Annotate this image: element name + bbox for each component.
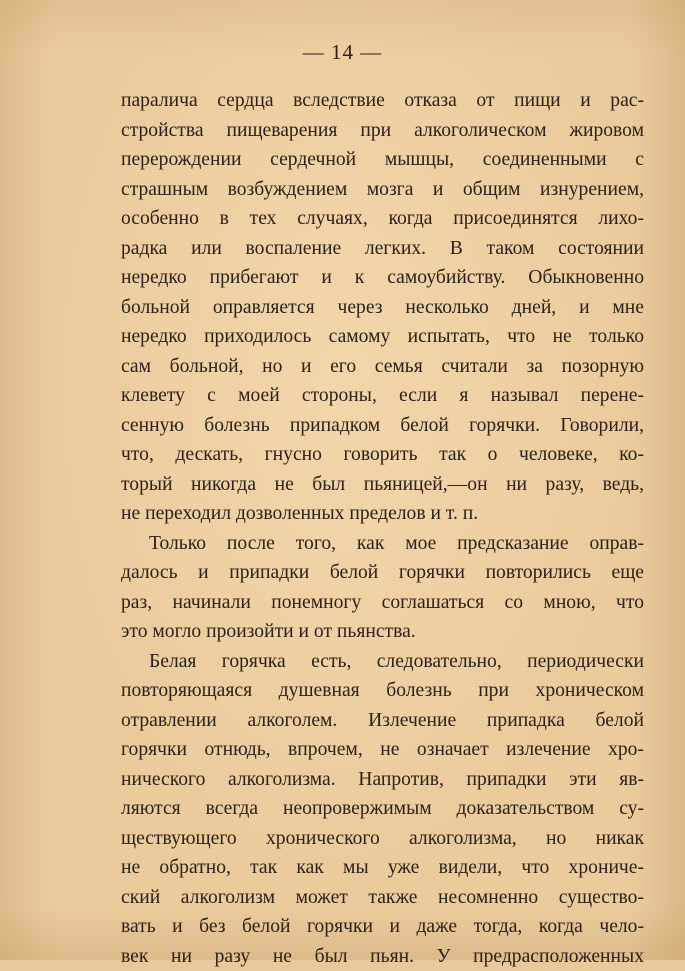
text-line: больной оправляется через несколько дней, и мне: [121, 293, 644, 323]
text-line: нического алкоголизма. Напротив, припадки эти яв-: [121, 765, 644, 795]
text-line: стройства пищеварения при алкоголическом жировом: [121, 116, 644, 146]
text-line: ществующего хронического алкоголизма, но никак: [121, 824, 644, 854]
text-line: сенную болезнь припадком белой горячки. Говорили,: [121, 411, 644, 441]
text-line: радка или воспаление легких. В таком состоянии: [121, 234, 644, 264]
text-line: повторяющаяся душевная болезнь при хроническом: [121, 676, 644, 706]
text-line: ляются всегда неопровержимым доказательством су-: [121, 794, 644, 824]
text-line: что, дескать, гнусно говорить так о человеке, ко-: [121, 440, 644, 470]
text-line: горячки отнюдь, впрочем, не означает излечение хро-: [121, 735, 644, 765]
text-line: Белая горячка есть, следовательно, периодически: [121, 647, 644, 677]
body-text: [121, 86, 644, 971]
text-line: торый никогда не был пьяницей,—он ни разу, ведь,: [121, 470, 644, 500]
text-line: перерождении сердечной мышцы, соединенными с: [121, 145, 644, 175]
text-line: век ни разу не был пьян. У предрасположенных: [121, 942, 644, 971]
text-line: страшным возбуждением мозга и общим изнурением,: [121, 175, 644, 205]
text-line: паралича сердца вследствие отказа от пищи и рас-: [121, 86, 644, 116]
page-number: — 14 —: [0, 40, 685, 65]
text-line: сам больной, но и его семья считали за позорную: [121, 352, 644, 382]
text-line: не переходил дозволенных пределов и т. п.: [121, 499, 644, 529]
text-line: раз, начинали понемногу соглашаться со мною, что: [121, 588, 644, 618]
text-line: отравлении алкоголем. Излечение припадка белой: [121, 706, 644, 736]
text-line: особенно в тех случаях, когда присоединятся лихо-: [121, 204, 644, 234]
text-line: ский алкоголизм может также несомненно существо-: [121, 883, 644, 913]
text-line: нередко прибегают и к самоубийству. Обыкновенно: [121, 263, 644, 293]
text-line: Только после того, как мое предсказание оправ-: [121, 529, 644, 559]
text-line: не обратно, так как мы уже видели, что хрониче-: [121, 853, 644, 883]
text-line: вать и без белой горячки и даже тогда, когда чело-: [121, 912, 644, 942]
text-line: далось и припадки белой горячки повторились еще: [121, 558, 644, 588]
text-line: нередко приходилось самому испытать, что не только: [121, 322, 644, 352]
text-line: клевету с моей стороны, если я называл перене-: [121, 381, 644, 411]
text-line: это могло произойти и от пьянства.: [121, 617, 644, 647]
